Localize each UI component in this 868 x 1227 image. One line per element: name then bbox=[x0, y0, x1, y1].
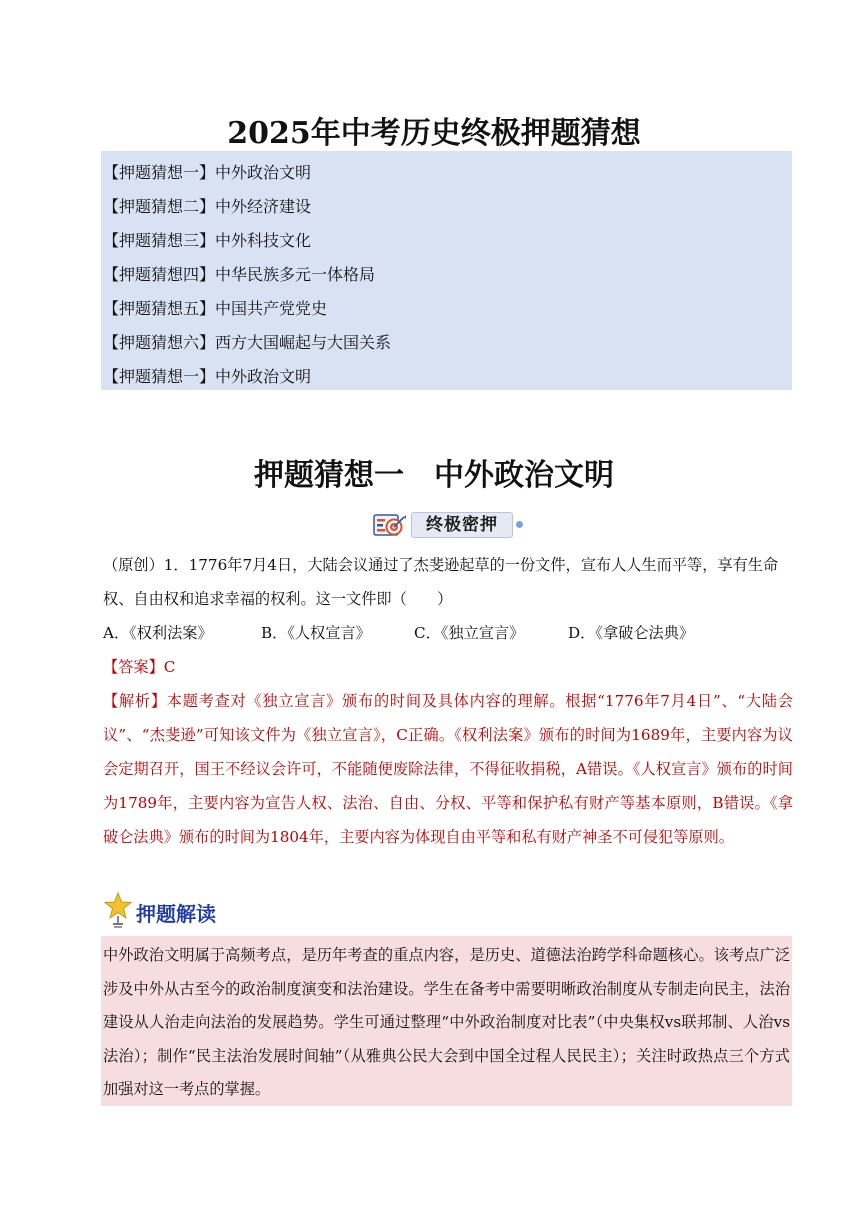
analysis-tag: 【解析】 bbox=[103, 692, 167, 710]
option-c[interactable]: C．《独立宣言》 bbox=[414, 624, 525, 642]
reading-box bbox=[101, 936, 792, 1106]
toc-tag: 【押题猜想三】 bbox=[103, 231, 216, 250]
answer-tag: 【答案】 bbox=[103, 658, 164, 676]
toc-tag: 【押题猜想五】 bbox=[103, 299, 216, 318]
star-icon bbox=[104, 892, 132, 928]
banner-label: 终极密押 bbox=[411, 512, 513, 538]
question-options bbox=[103, 616, 793, 650]
toc-text: 西方大国崛起与大国关系 bbox=[215, 333, 392, 352]
toc-item[interactable] bbox=[101, 156, 792, 190]
section-title: 押题猜想一 中外政治文明 bbox=[254, 458, 614, 493]
toc-tag: 【押题猜想一】 bbox=[103, 367, 216, 386]
option-a[interactable]: A．《权利法案》 bbox=[103, 624, 213, 642]
toc-item[interactable] bbox=[101, 258, 792, 292]
reading-title: 押题解读 bbox=[136, 902, 216, 926]
option-b[interactable]: B．《人权宣言》 bbox=[261, 624, 371, 642]
toc-item[interactable] bbox=[101, 326, 792, 360]
toc-tag: 【押题猜想二】 bbox=[103, 197, 216, 216]
reading-text: 中外政治文明属于高频考点，是历年考查的重点内容，是历史、道德法治跨学科命题核心。该考点广泛涉及中外从古至今的政治制度演变和法治建设。学生在备考中需要明晰政治制度从专制走向民主，法治建设从人治走向法治的发展趋势。学生可通过整理“中外政治制度对比表”（中央集权vs联邦制、人治vs法治）；制作“民主法治发展时间轴”（从雅典公民大会到中国全过程人民民主）；关注时政热点三个方式加强对这一考点的掌握。 bbox=[103, 946, 790, 1098]
option-d[interactable]: D．《拿破仑法典》 bbox=[568, 624, 695, 642]
analysis-text: 本题考查对《独立宣言》颁布的时间及具体内容的理解。根据“1776年7月4日”、“大陆会议”、“杰斐逊”可知该文件为《独立宣言》，C正确。《权利法案》颁布的时间为1689年，主要内容为议会定期召开，国王不经议会许可，不能随便废除法律，不得征收捐税，A错误。《人权宣言》颁布的时间为1789年，主要内容为宣告人权、法治、自由、分权、平等和保护私有财产等基本原则，B错误。《拿破仑法典》颁布的时间为1804年，主要内容为体现自由平等和私有财产神圣不可侵犯等原则。 bbox=[103, 692, 793, 846]
toc-text: 中外政治文明 bbox=[215, 367, 312, 386]
toc-text: 中外科技文化 bbox=[215, 231, 312, 250]
toc-item[interactable] bbox=[101, 190, 792, 224]
toc-tag: 【押题猜想四】 bbox=[103, 265, 216, 284]
toc-text: 中外经济建设 bbox=[215, 197, 312, 216]
banner-dot bbox=[516, 521, 523, 528]
toc-text: 中国共产党党史 bbox=[215, 299, 328, 318]
toc-item[interactable] bbox=[101, 224, 792, 258]
target-icon bbox=[373, 512, 407, 538]
table-of-contents bbox=[101, 151, 792, 390]
analysis-paragraph bbox=[103, 684, 793, 854]
reading-header bbox=[104, 892, 304, 932]
document-title: 2025年中考历史终极押题猜想 bbox=[227, 116, 641, 151]
toc-text: 中华民族多元一体格局 bbox=[215, 265, 376, 284]
answer-line bbox=[103, 650, 793, 684]
question-stem: （原创）1．1776年7月4日，大陆会议通过了杰斐逊起草的一份文件，宣布人人生而平等，享有生命权、自由权和追求幸福的权利。这一文件即（ ） bbox=[103, 556, 779, 608]
toc-item[interactable] bbox=[101, 360, 792, 394]
toc-item[interactable] bbox=[101, 292, 792, 326]
toc-text: 中外政治文明 bbox=[215, 163, 312, 182]
answer-value: C bbox=[163, 658, 176, 676]
section-banner bbox=[373, 510, 523, 540]
toc-tag: 【押题猜想一】 bbox=[103, 163, 216, 182]
toc-tag: 【押题猜想六】 bbox=[103, 333, 216, 352]
